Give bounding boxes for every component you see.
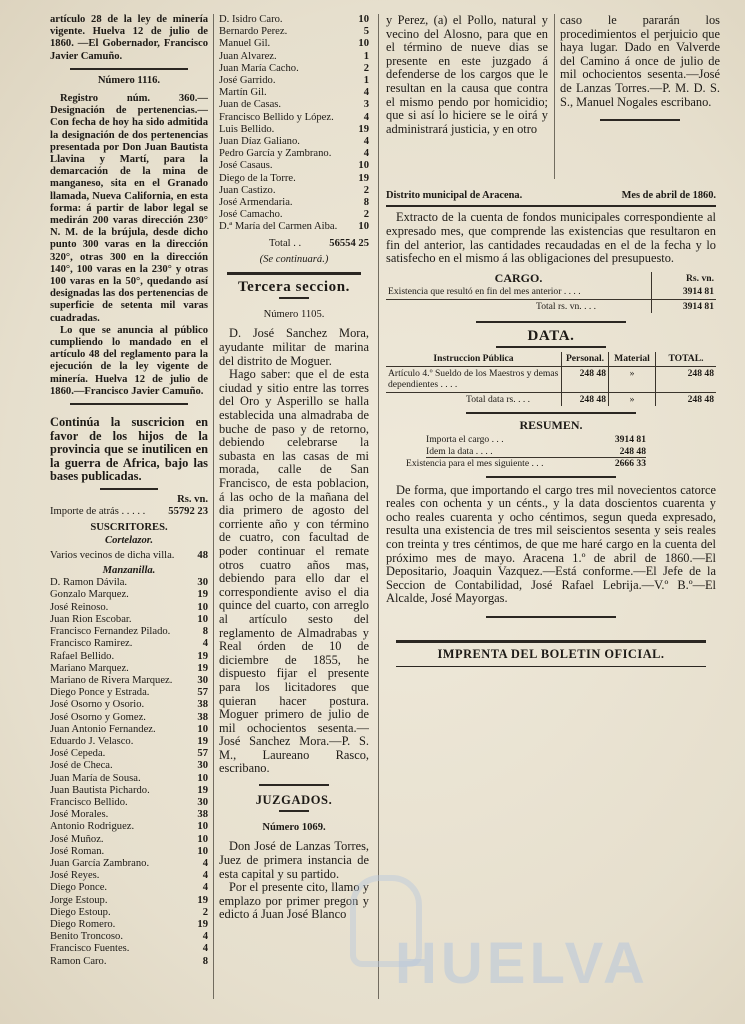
donor-amount: 38 — [197, 809, 208, 821]
importe-label: Importe de atrás . . . . . — [50, 506, 146, 518]
donor-amount: 1 — [363, 75, 369, 87]
donor-amount: 10 — [358, 160, 369, 172]
articulo-material: » — [609, 366, 656, 392]
rs-vn-header: Rs. vn. — [652, 272, 717, 285]
donor-amount: 30 — [197, 760, 208, 772]
donor-name: Eduardo J. Velasco. — [50, 735, 134, 747]
donor-name: Jorge Estoup. — [50, 894, 108, 906]
donor-name: Luis Bellido. — [219, 123, 275, 135]
donor-name: José Cepeda. — [50, 748, 106, 760]
donor-row — [219, 75, 369, 87]
sanchez-mora-heading: D. José Sanchez Mora, ayudante militar de marina del distrito de Moguer. — [219, 326, 369, 368]
donor-row — [50, 846, 208, 858]
resumen-row — [426, 434, 646, 445]
donor-name: Gonzalo Marquez. — [50, 589, 129, 601]
donor-amount: 8 — [363, 197, 369, 209]
donor-row — [50, 675, 208, 687]
donor-name: Francisco Bellido. — [50, 796, 128, 808]
manzanilla-heading: Manzanilla. — [102, 565, 156, 577]
donor-row — [50, 858, 208, 870]
donor-row — [50, 943, 208, 955]
donor-name: D. Ramon Dávila. — [50, 577, 128, 589]
donor-amount: 2 — [363, 62, 369, 74]
donor-name: Manuel Gil. — [219, 38, 271, 50]
donor-amount: 4 — [202, 943, 208, 955]
donor-amount: 30 — [197, 796, 208, 808]
varios-label: Varios vecinos de dicha villa. — [50, 549, 175, 561]
donor-row — [50, 956, 208, 968]
donor-row — [219, 136, 369, 148]
donor-row — [50, 614, 208, 626]
donor-row — [50, 907, 208, 919]
donor-amount: 1 — [363, 50, 369, 62]
donor-name: Diego Romero. — [50, 918, 116, 930]
donor-list — [219, 14, 369, 234]
donor-name: Benito Troncoso. — [50, 931, 123, 943]
donor-amount: 10 — [197, 613, 208, 625]
distrito-title: Distrito municipal de Aracena. — [386, 190, 523, 201]
donor-name: Juan María Cacho. — [219, 62, 299, 74]
donor-amount: 2 — [202, 906, 208, 918]
col-personal: Personal. — [562, 352, 609, 366]
donor-row — [219, 112, 369, 124]
total-value: 56554 25 — [329, 237, 369, 249]
donor-amount: 4 — [202, 638, 208, 650]
donor-amount: 4 — [202, 931, 208, 943]
donor-amount: 30 — [197, 674, 208, 686]
donor-row — [50, 797, 208, 809]
donor-name: Bernardo Perez. — [219, 26, 288, 38]
divider — [466, 412, 636, 414]
donor-row — [50, 834, 208, 846]
donor-name: Juan Alvarez. — [219, 50, 277, 62]
accounts-section — [386, 190, 716, 667]
rs-header: Rs. vn. — [177, 494, 208, 506]
donor-name: José Armendaria. — [219, 197, 293, 209]
donor-amount: 10 — [358, 14, 369, 25]
donor-name: Antonio Rodriguez. — [50, 821, 135, 833]
emplazamiento-end: caso le pararán los procedimientos el perjuicio que haya lugar. Dado en Valverde del Camino á once de julio de mil ochocientos sesenta.—José de Lanzas Torres.—P. M. D. S. S., Manuel Nogales escribano. — [560, 14, 720, 109]
divider — [600, 119, 680, 121]
resumen-heading: RESUMEN. — [519, 418, 583, 433]
existencia-label: Existencia que resultó en fin del mes anterior . . . . — [386, 285, 652, 299]
resumen-list — [406, 434, 646, 470]
donor-row — [50, 724, 208, 736]
donor-amount: 19 — [197, 662, 208, 674]
donor-row — [219, 51, 369, 63]
donor-name: José Morales. — [50, 809, 109, 821]
existencia-sig-value: 2666 33 — [614, 458, 646, 470]
donor-amount: 4 — [202, 882, 208, 894]
data-table — [386, 352, 716, 406]
donor-row — [219, 14, 369, 26]
donor-amount: 19 — [358, 123, 369, 135]
donor-amount: 19 — [197, 784, 208, 796]
cortelazor-heading: Cortelazor. — [105, 534, 153, 546]
donor-row — [50, 785, 208, 797]
varios-value: 48 — [197, 549, 208, 561]
importe-value: 55792 23 — [168, 506, 208, 518]
donor-row — [50, 712, 208, 724]
divider — [279, 297, 309, 299]
total-label: Total . . — [269, 237, 302, 249]
column-rule — [378, 14, 379, 999]
column-rule — [554, 14, 555, 179]
donor-amount: 19 — [358, 172, 369, 184]
emplazamiento-paragraph: Por el presente cito, llamo y emplazo por primer pregon y edicto á Juan José Blanco — [219, 880, 369, 922]
donor-name: José Casaus. — [219, 160, 273, 172]
donor-row — [50, 821, 208, 833]
donor-amount: 10 — [197, 833, 208, 845]
donor-name: José de Checa. — [50, 760, 113, 772]
articulo-personal: 248 48 — [562, 366, 609, 392]
donor-amount: 10 — [197, 845, 208, 857]
donor-list — [50, 577, 208, 968]
col-instruccion: Instruccion Pública — [386, 352, 562, 366]
notice-number: Número 1069. — [262, 822, 326, 834]
donor-name: José Muñoz. — [50, 833, 104, 845]
donor-name: José Reinoso. — [50, 601, 109, 613]
imprenta-footer: IMPRENTA DEL BOLETIN OFICIAL. — [437, 647, 665, 661]
divider — [227, 272, 361, 275]
divider — [486, 616, 616, 618]
resumen-row — [426, 446, 646, 458]
donor-amount: 38 — [197, 699, 208, 711]
juzgados-heading: JUZGADOS. — [255, 793, 333, 808]
divider — [100, 488, 158, 490]
donor-amount: 10 — [358, 221, 369, 233]
column-4 — [560, 14, 720, 174]
donor-amount: 19 — [197, 589, 208, 601]
column-1 — [50, 14, 208, 968]
donor-amount: 4 — [363, 111, 369, 123]
notice-number: Número 1105. — [263, 309, 325, 321]
donor-amount: 10 — [197, 772, 208, 784]
hago-saber-paragraph: Hago saber: que el de esta ciudad y sitio entre las torres del Oro y Asperillo se halla establecida una almadraba de buche de paso y de retorno, debiendo celebrarse la subasta en las casas de mi morada, calle de San Francisco, de esta poblacion, á las ocho de la mañana del dia primero de agosto del corriente año y con término de cuatro, con facultad de poder continuar el remate otros cuatro años mas, debiendo para ello dar el correspondiente aviso el dia quince del cuarto, con arreglo al artículo sesto del reglamento de Almadrabas y Real órden de 10 de diciembre de 1855, he dispuesto fijar el presente para los licitadores que quieran hacer postura. Moguer primero de julio de mil ochocientos sesenta.—José Sanchez Mora.—P. S. M., Laureano Rasco, escribano. — [219, 367, 369, 776]
donor-amount: 10 — [197, 723, 208, 735]
donor-row — [219, 124, 369, 136]
donor-name: Mariano de Rivera Marquez. — [50, 674, 173, 686]
donor-name: Diego Ponce. — [50, 882, 108, 894]
donor-name: José Roman. — [50, 845, 105, 857]
articulo-total: 248 48 — [656, 366, 717, 392]
forma-paragraph: De forma, que importando el cargo tres mil novecientos catorce reales con ochenta y un cénts., y la data doscientos cuarenta y ocho reales cuarenta y ocho céntimos, segun queda expresado, resulta una existencia de tres mil seiscientos sesenta y seis reales con treinta y tres céntimos, de que me haré cargo en la cuenta del próximo mes de mayo. Aracena 1.º de abril de 1860.—El Depositario, Joaquin Vazquez.—Está conforme.—El Jefe de la Seccion de Contabilidad, José Rafael Lebrija.—V.º B.º—El Alcalde, José Mayorgas. — [386, 482, 716, 606]
donor-row — [219, 99, 369, 111]
donor-name: Francisco Fernandez Pilado. — [50, 626, 171, 638]
column-rule — [213, 14, 214, 999]
donor-row — [50, 602, 208, 614]
col-total: TOTAL. — [656, 352, 717, 366]
total-data-material: » — [609, 392, 656, 406]
divider — [476, 321, 626, 323]
divider — [259, 784, 329, 786]
watermark-huelva: HUELVA — [395, 931, 649, 996]
donor-amount: 5 — [363, 26, 369, 38]
donor-name: Diego de la Torre. — [219, 172, 296, 184]
donor-row — [50, 809, 208, 821]
emplazamiento-continuation: y Perez, (a) el Pollo, natural y vecino del Alosno, para que en el término de nueve dias se presente en este juzgado á defenderse de los cargos que le resultan en la causa que contra el mismo pendo por homicidio; que si así lo hiciere se le oirá y administrará justicia, y en otro — [386, 14, 548, 136]
donor-amount: 38 — [197, 711, 208, 723]
donor-amount: 10 — [197, 821, 208, 833]
donor-amount: 10 — [358, 38, 369, 50]
donor-row — [219, 87, 369, 99]
donor-name: Martín Gil. — [219, 87, 267, 99]
suscripcion-heading: Continúa la suscricion en favor de los hijos de la provincia que se inutilicen en la guerra de Africa, bajo las bases publicadas. — [50, 415, 208, 484]
data-heading: DATA. — [527, 328, 575, 344]
donor-row — [219, 185, 369, 197]
donor-name: Francisco Ramirez. — [50, 638, 133, 650]
distrito-row — [386, 190, 716, 201]
donor-name: Juan María de Sousa. — [50, 772, 141, 784]
donor-name: D.ª María del Carmen Aiba. — [219, 221, 338, 233]
donor-amount: 57 — [197, 687, 208, 699]
existencia-sig-label: Existencia para el mes siguiente . . . — [406, 458, 544, 470]
resumen-row — [406, 458, 646, 469]
donor-amount: 8 — [202, 626, 208, 638]
donor-row — [219, 38, 369, 50]
divider — [486, 476, 616, 478]
donor-name: Diego Ponce y Estrada. — [50, 687, 150, 699]
existencia-value: 3914 81 — [652, 285, 717, 299]
column-2 — [219, 14, 369, 922]
total-value: 3914 81 — [652, 299, 717, 313]
donor-name: José Camacho. — [219, 209, 283, 221]
donor-name: Juan Castizo. — [219, 184, 276, 196]
donor-name: D. Isidro Caro. — [219, 14, 283, 25]
donor-name: Pedro García y Zambrano. — [219, 148, 332, 160]
cargo-heading: CARGO. — [494, 270, 543, 285]
idem-data-value: 248 48 — [619, 445, 646, 457]
donor-name: Diego Estoup. — [50, 906, 111, 918]
notice-number: Número 1116. — [97, 74, 161, 86]
donor-row — [50, 638, 208, 650]
donor-row — [50, 589, 208, 601]
donor-amount: 19 — [197, 735, 208, 747]
donor-name: José Osorno y Osorio. — [50, 699, 145, 711]
donor-row — [50, 687, 208, 699]
donor-name: Juan Bautista Pichardo. — [50, 784, 150, 796]
idem-data-label: Idem la data . . . . — [426, 445, 493, 457]
donor-row — [50, 870, 208, 882]
donor-amount: 2 — [363, 184, 369, 196]
tercera-seccion-heading: Tercera seccion. — [237, 279, 351, 296]
donor-row — [50, 748, 208, 760]
divider — [70, 68, 188, 70]
anuncio-paragraph: Lo que se anuncia al público cumpliendo lo mandado en el artículo 48 del reglamento para la ejecución de la ley vigente de minería. Huelva 12 de julio de 1860.—Francisco Javier Camuño. — [50, 324, 208, 397]
divider — [396, 666, 706, 667]
donor-row — [50, 651, 208, 663]
donor-row — [50, 919, 208, 931]
donor-row — [219, 197, 369, 209]
donor-row — [50, 773, 208, 785]
donor-amount: 19 — [197, 918, 208, 930]
donor-row — [50, 577, 208, 589]
donor-amount: 4 — [363, 148, 369, 160]
intro-paragraph: artículo 28 de la ley de minería vigente. Huelva 12 de julio de 1860. —El Gobernador, Francisco Javier Camuño. — [50, 14, 208, 62]
total-row — [219, 238, 369, 250]
total-data-label: Total data rs. . . . — [466, 393, 531, 405]
importa-cargo-value: 3914 81 — [614, 434, 646, 446]
continuara-note: (Se continuará.) — [259, 253, 329, 265]
donor-name: José Osorno y Gomez. — [50, 711, 146, 723]
donor-row — [219, 173, 369, 185]
donor-row — [219, 63, 369, 75]
donor-row — [219, 26, 369, 38]
donor-amount: 19 — [197, 894, 208, 906]
donor-name: Francisco Fuentes. — [50, 943, 130, 955]
total-label: Total rs. vn. . . . — [536, 300, 597, 312]
donor-amount: 4 — [202, 870, 208, 882]
varios-row — [50, 550, 208, 562]
donor-name: Ramon Caro. — [50, 955, 107, 967]
donor-row — [50, 736, 208, 748]
divider — [386, 205, 716, 207]
donor-name: Rafael Bellido. — [50, 650, 115, 662]
donor-amount: 4 — [363, 136, 369, 148]
donor-name: Francisco Bellido y López. — [219, 111, 334, 123]
registro-paragraph: Registro núm. 360.—Designación de pertenencias.—Con fecha de hoy ha sido admitida la designación de dos pertenencias presentada por Don Juan Bautista Llavina y Martí, para la demarcación de la mina de manganeso, sita en el Granado llamada, Nueva California, en esta forma: á partir de labor legal se medirán 200 varas dirección 230° N. M. de la brújula, desde dicho punto 300 varas en la dirección 320°, otras 300 en la dirección 140°, 100 varas en la 230° y otras 100 varas en la 50°, quedando así designadas las dos pertenencias de superficie de setenta mil varas cuadradas. — [50, 93, 208, 324]
articulo-label: Artículo 4.º Sueldo de los Maestros y demas dependientes . . . . — [386, 366, 562, 392]
importe-row — [50, 506, 208, 518]
donor-row — [50, 626, 208, 638]
donor-amount: 19 — [197, 650, 208, 662]
donor-amount: 30 — [197, 577, 208, 589]
donor-row — [50, 699, 208, 711]
col-material: Material — [609, 352, 656, 366]
donor-name: José Reyes. — [50, 870, 100, 882]
donor-row — [50, 663, 208, 675]
donor-name: Juan García Zambrano. — [50, 857, 150, 869]
donor-row — [50, 760, 208, 772]
mes-title: Mes de abril de 1860. — [621, 190, 716, 201]
suscritores-heading: SUSCRITORES. — [90, 522, 168, 534]
total-data-total: 248 48 — [656, 392, 717, 406]
donor-row — [219, 209, 369, 221]
lanzas-heading: Don José de Lanzas Torres, Juez de primera instancia de esta capital y su partido. — [219, 839, 369, 881]
donor-row — [219, 160, 369, 172]
donor-name: Juan Díaz Galiano. — [219, 136, 300, 148]
donor-amount: 4 — [202, 857, 208, 869]
cargo-table — [386, 272, 716, 313]
total-data-personal: 248 48 — [562, 392, 609, 406]
donor-amount: 3 — [363, 99, 369, 111]
donor-amount: 57 — [197, 748, 208, 760]
donor-amount: 8 — [202, 955, 208, 967]
divider — [70, 403, 188, 405]
donor-row — [219, 148, 369, 160]
donor-row — [50, 882, 208, 894]
extracto-paragraph: Extracto de la cuenta de fondos municipales correspondiente al expresado mes, que comprende las existencias que resultaron en fin del anterior, las cantidades recaudadas en el de la fecha y lo satisfecho en el mismo á las obligaciones del presupuesto. — [386, 210, 716, 266]
donor-name: José Garrido. — [219, 75, 276, 87]
column-3 — [386, 14, 548, 174]
divider — [279, 810, 309, 812]
importa-cargo-label: Importa el cargo . . . — [426, 434, 504, 446]
divider — [496, 346, 606, 348]
donor-name: Juan Rion Escobar. — [50, 613, 132, 625]
donor-name: Juan de Casas. — [219, 99, 282, 111]
donor-row — [50, 931, 208, 943]
donor-row — [219, 221, 369, 233]
donor-name: Mariano Marquez. — [50, 662, 129, 674]
donor-row — [50, 895, 208, 907]
donor-amount: 4 — [363, 87, 369, 99]
donor-name: Juan Antonio Fernandez. — [50, 723, 156, 735]
donor-amount: 10 — [197, 601, 208, 613]
donor-amount: 2 — [363, 209, 369, 221]
